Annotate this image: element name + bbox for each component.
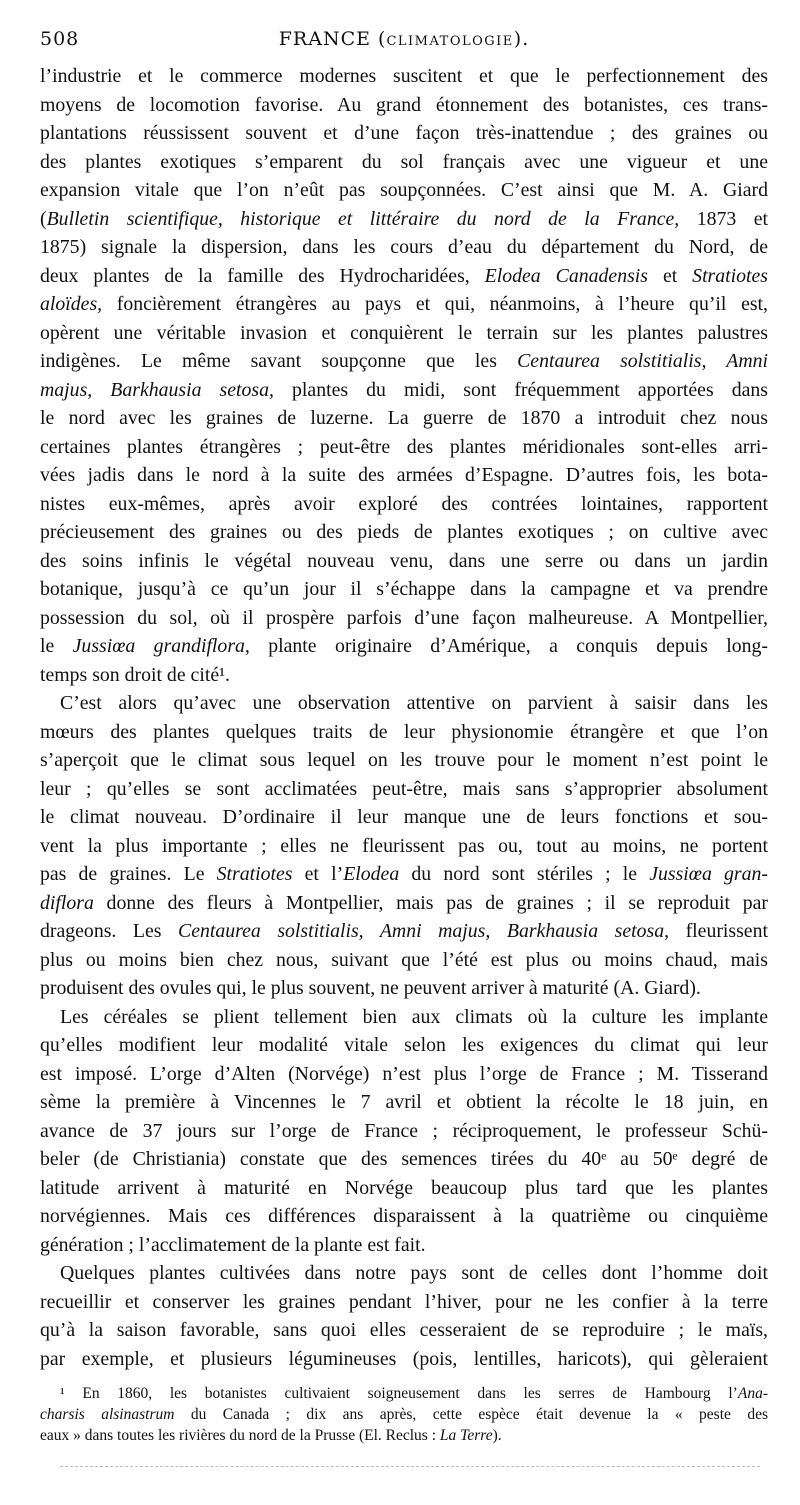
running-title-smallcaps: CLIMATOLOGIE bbox=[386, 34, 514, 49]
body_lines-line bbox=[40, 319, 768, 348]
footnote_lines-line bbox=[40, 1425, 768, 1446]
text-run: nistes eux-mêmes, après avoir exploré des contrées lointaines, rapportent bbox=[40, 492, 768, 515]
text-run: le nord avec les graines de luzerne. La guerre de 1870 a introduit chez nous bbox=[40, 407, 768, 429]
text-run: est imposé. L’orge d’Alten (Norvége) n’est plus l’orge de France ; M. Tisserand bbox=[40, 1062, 768, 1085]
running-title-end: ). bbox=[513, 28, 530, 50]
italic-text: Elodea bbox=[343, 863, 400, 885]
italic-text: Jussiœa gran- bbox=[649, 863, 768, 885]
text-run: qu’à la saison favorable, sans quoi elles cesseraient de se reproduire ; le maïs, bbox=[40, 1319, 768, 1341]
body_lines-line bbox=[40, 1003, 768, 1032]
body_lines-line bbox=[40, 1316, 768, 1345]
bottom-scan-rule bbox=[60, 1466, 760, 1467]
body_lines-line bbox=[40, 290, 768, 319]
body_lines-line bbox=[40, 518, 768, 547]
italic-text: Bulletin scientifique, historique et littéraire du nord de la France, bbox=[46, 207, 680, 230]
body_lines-line bbox=[40, 604, 768, 633]
body_lines-line bbox=[40, 889, 768, 918]
body_lines-line bbox=[40, 775, 768, 804]
body_lines-line bbox=[40, 917, 768, 946]
body_lines-line bbox=[40, 461, 768, 490]
italic-text: aloïdes, bbox=[40, 293, 103, 315]
body_lines-line bbox=[40, 91, 768, 120]
text-run: des soins infinis le végétal nouveau venu, dans une serre ou dans un jardin bbox=[40, 549, 768, 572]
page-number: 508 bbox=[40, 28, 80, 50]
body_lines-line bbox=[40, 404, 768, 433]
body_lines-line bbox=[40, 262, 768, 291]
text-run: mœurs des plantes quelques traits de leur physionomie étrangère et que l’on bbox=[40, 720, 768, 743]
text-run: le climat nouveau. D’ordinaire il leur manque une de leurs fonctions et sou- bbox=[40, 806, 768, 828]
text-run: indigènes. Le même savant soupçonne que les bbox=[40, 350, 518, 372]
text-run: s’aperçoit que le climat sous lequel on les trouve pour le moment n’est point le bbox=[40, 749, 768, 771]
italic-text: Centaurea solstitialis, Amni majus, Barkhausia setosa, bbox=[178, 920, 670, 942]
italic-text: diflora bbox=[40, 891, 94, 914]
text-run: plus ou moins bien chez nous, suivant que l’été est plus ou moins chaud, mais bbox=[40, 948, 768, 971]
italic-text: majus, Barkhausia setosa, bbox=[40, 378, 274, 401]
text-run: latitude arrivent à maturité en Norvége beaucoup plus tard que les plantes bbox=[40, 1176, 768, 1199]
text-run: botanique, jusqu’à ce qu’un jour il s’échappe dans la campagne et va prendre bbox=[40, 578, 768, 600]
body_lines-line bbox=[40, 1288, 768, 1317]
body_lines-line bbox=[40, 746, 768, 775]
text-run: temps son droit de cité¹. bbox=[40, 663, 230, 686]
body_lines-line bbox=[40, 1088, 768, 1117]
text-run: possession du sol, où il prospère parfois d’une façon malheureuse. A Montpellier, bbox=[40, 606, 768, 629]
body_lines-line bbox=[40, 205, 768, 234]
body_lines-line bbox=[40, 233, 768, 262]
text-run: des plantes exotiques s’emparent du sol français avec une vigueur et une bbox=[40, 150, 768, 173]
text-run: plantations réussissent souvent et d’une façon très-inattendue ; des graines ou bbox=[40, 122, 768, 144]
text-run: précieusement des graines ou des pieds de plantes exotiques ; on cultive avec bbox=[40, 521, 768, 543]
text-run: vées jadis dans le nord à la suite des armées d’Espagne. D’autres fois, les bota- bbox=[40, 464, 768, 486]
text-run: Quelques plantes cultivées dans notre pays sont de celles dont l’homme doit bbox=[60, 1262, 768, 1284]
body_lines-line bbox=[40, 1060, 768, 1089]
italic-text: Centaurea solstitialis, Amni bbox=[517, 350, 768, 372]
body_lines-line bbox=[40, 1202, 768, 1231]
body_lines-line bbox=[40, 689, 768, 718]
text-run: beler (de Christiania) constate que des semences tirées du 40ᵉ au 50ᵉ degré de bbox=[40, 1148, 768, 1170]
body_lines-line bbox=[40, 1145, 768, 1174]
body_lines-line bbox=[40, 803, 768, 832]
italic-text: Stratiotes bbox=[216, 863, 293, 885]
body_lines-line bbox=[40, 62, 768, 91]
italic-text: Jussiœa grandiflora, bbox=[72, 635, 250, 657]
page bbox=[40, 28, 768, 1446]
body_lines-line bbox=[40, 376, 768, 405]
body_lines-line bbox=[40, 832, 768, 861]
body_lines-line bbox=[40, 1231, 768, 1260]
text-run: du nord sont stériles ; le bbox=[399, 863, 650, 885]
body_lines-line bbox=[40, 1345, 768, 1374]
body_lines-line bbox=[40, 974, 768, 1003]
text-run: C’est alors qu’avec une observation attentive on parvient à saisir dans les bbox=[60, 692, 768, 714]
text-run: et bbox=[647, 264, 693, 287]
text-run: opèrent une véritable invasion et conquièrent le terrain sur les plantes palustres bbox=[40, 321, 768, 344]
text-run: norvégiennes. Mais ces différences disparaissent à la quatrième ou cinquième bbox=[40, 1205, 768, 1227]
text-run: qu’elles modifient leur modalité vitale selon les exigences du climat qui leur bbox=[40, 1034, 768, 1056]
text-run: drageons. Les bbox=[40, 920, 179, 942]
text-run: sème la première à Vincennes le 7 avril et obtient la récolte le 18 juin, en bbox=[40, 1091, 768, 1113]
text-run: deux plantes de la famille des Hydrocharidées, bbox=[40, 264, 485, 287]
text-run: plante originaire d’Amérique, a conquis depuis long- bbox=[249, 635, 768, 657]
text-run: plantes du midi, sont fréquemment apportées dans bbox=[273, 378, 768, 401]
body_lines-line bbox=[40, 632, 768, 661]
text-run: vent la plus importante ; elles ne fleurissent pas ou, tout au moins, ne portent bbox=[40, 834, 768, 857]
footnote_lines-line bbox=[40, 1383, 768, 1404]
italic-text: La Terre bbox=[439, 1427, 493, 1444]
footnote_lines-line bbox=[40, 1404, 768, 1425]
running-title bbox=[40, 28, 768, 50]
text-run: donne des fleurs à Montpellier, mais pas de graines ; il se reproduit par bbox=[93, 891, 768, 914]
text-run: recueillir et conserver les graines pendant l’hiver, pour ne les confier à la terre bbox=[40, 1290, 768, 1313]
text-run: certaines plantes étrangères ; peut-être des plantes méridionales sont-elles arri- bbox=[40, 435, 768, 458]
text-run: le bbox=[40, 635, 73, 657]
body_lines-line bbox=[40, 176, 768, 205]
text-run: pas de graines. Le bbox=[40, 863, 217, 885]
text-run: ( bbox=[40, 207, 47, 230]
text-run: ). bbox=[492, 1427, 502, 1444]
body_lines-line bbox=[40, 1174, 768, 1203]
body_lines-line bbox=[40, 148, 768, 177]
text-run: expansion vitale que l’on n’eût pas soupçonnées. C’est ainsi que M. A. Giard bbox=[40, 179, 768, 201]
text-run: Les céréales se plient tellement bien aux climats où la culture les implante bbox=[60, 1005, 768, 1028]
text-run: 1875) signale la dispersion, dans les cours d’eau du département du Nord, de bbox=[40, 236, 768, 258]
text-run: par exemple, et plusieurs légumineuses (pois, lentilles, haricots), qui gèleraient bbox=[40, 1347, 768, 1370]
running-header bbox=[40, 28, 768, 62]
body_lines-line bbox=[40, 661, 768, 690]
text-run: ¹ En 1860, les botanistes cultivaient soigneusement dans les serres de Hambourg l’ bbox=[60, 1385, 738, 1402]
footnote bbox=[40, 1383, 768, 1446]
body_lines-line bbox=[40, 347, 768, 376]
body_lines-line bbox=[40, 433, 768, 462]
text-run: du Canada ; dix ans après, cette espèce était devenue la « peste des bbox=[174, 1406, 768, 1423]
italic-text: Elodea Canadensis bbox=[484, 264, 648, 287]
body_lines-line bbox=[40, 860, 768, 889]
italic-text: Stratiotes bbox=[692, 264, 768, 287]
text-run: 1873 et bbox=[679, 207, 768, 230]
running-title-main: FRANCE ( bbox=[278, 28, 387, 50]
text-run: avance de 37 jours sur l’orge de France ; réciproquement, le professeur Schü- bbox=[40, 1119, 768, 1142]
text-run: produisent des ovules qui, le plus souvent, ne peuvent arriver à maturité (A. Giard). bbox=[40, 977, 701, 999]
body_lines-line bbox=[40, 1031, 768, 1060]
body_lines-line bbox=[40, 718, 768, 747]
text-run: moyens de locomotion favorise. Au grand étonnement des botanistes, ces trans- bbox=[40, 93, 768, 116]
body_lines-line bbox=[40, 547, 768, 576]
body_lines-line bbox=[40, 946, 768, 975]
body-text bbox=[40, 62, 768, 1373]
italic-text: Ana- bbox=[737, 1385, 768, 1402]
text-run: l’industrie et le commerce modernes suscitent et que le perfectionnement des bbox=[40, 65, 768, 87]
text-run: foncièrement étrangères au pays et qui, néanmoins, à l’heure qu’il est, bbox=[102, 293, 768, 315]
italic-text: charsis alsinastrum bbox=[40, 1406, 175, 1423]
text-run: eaux » dans toutes les rivières du nord de la Prusse (El. Reclus : bbox=[40, 1427, 440, 1444]
body_lines-line bbox=[40, 490, 768, 519]
text-run: génération ; l’acclimatement de la plante est fait. bbox=[40, 1233, 426, 1256]
body_lines-line bbox=[40, 1117, 768, 1146]
body_lines-line bbox=[40, 119, 768, 148]
text-run: leur ; qu’elles se sont acclimatées peut-être, mais sans s’approprier absolument bbox=[40, 777, 768, 800]
body_lines-line bbox=[40, 575, 768, 604]
body_lines-line bbox=[40, 1259, 768, 1288]
text-run: et l’ bbox=[292, 863, 344, 885]
text-run: fleurissent bbox=[669, 920, 768, 942]
